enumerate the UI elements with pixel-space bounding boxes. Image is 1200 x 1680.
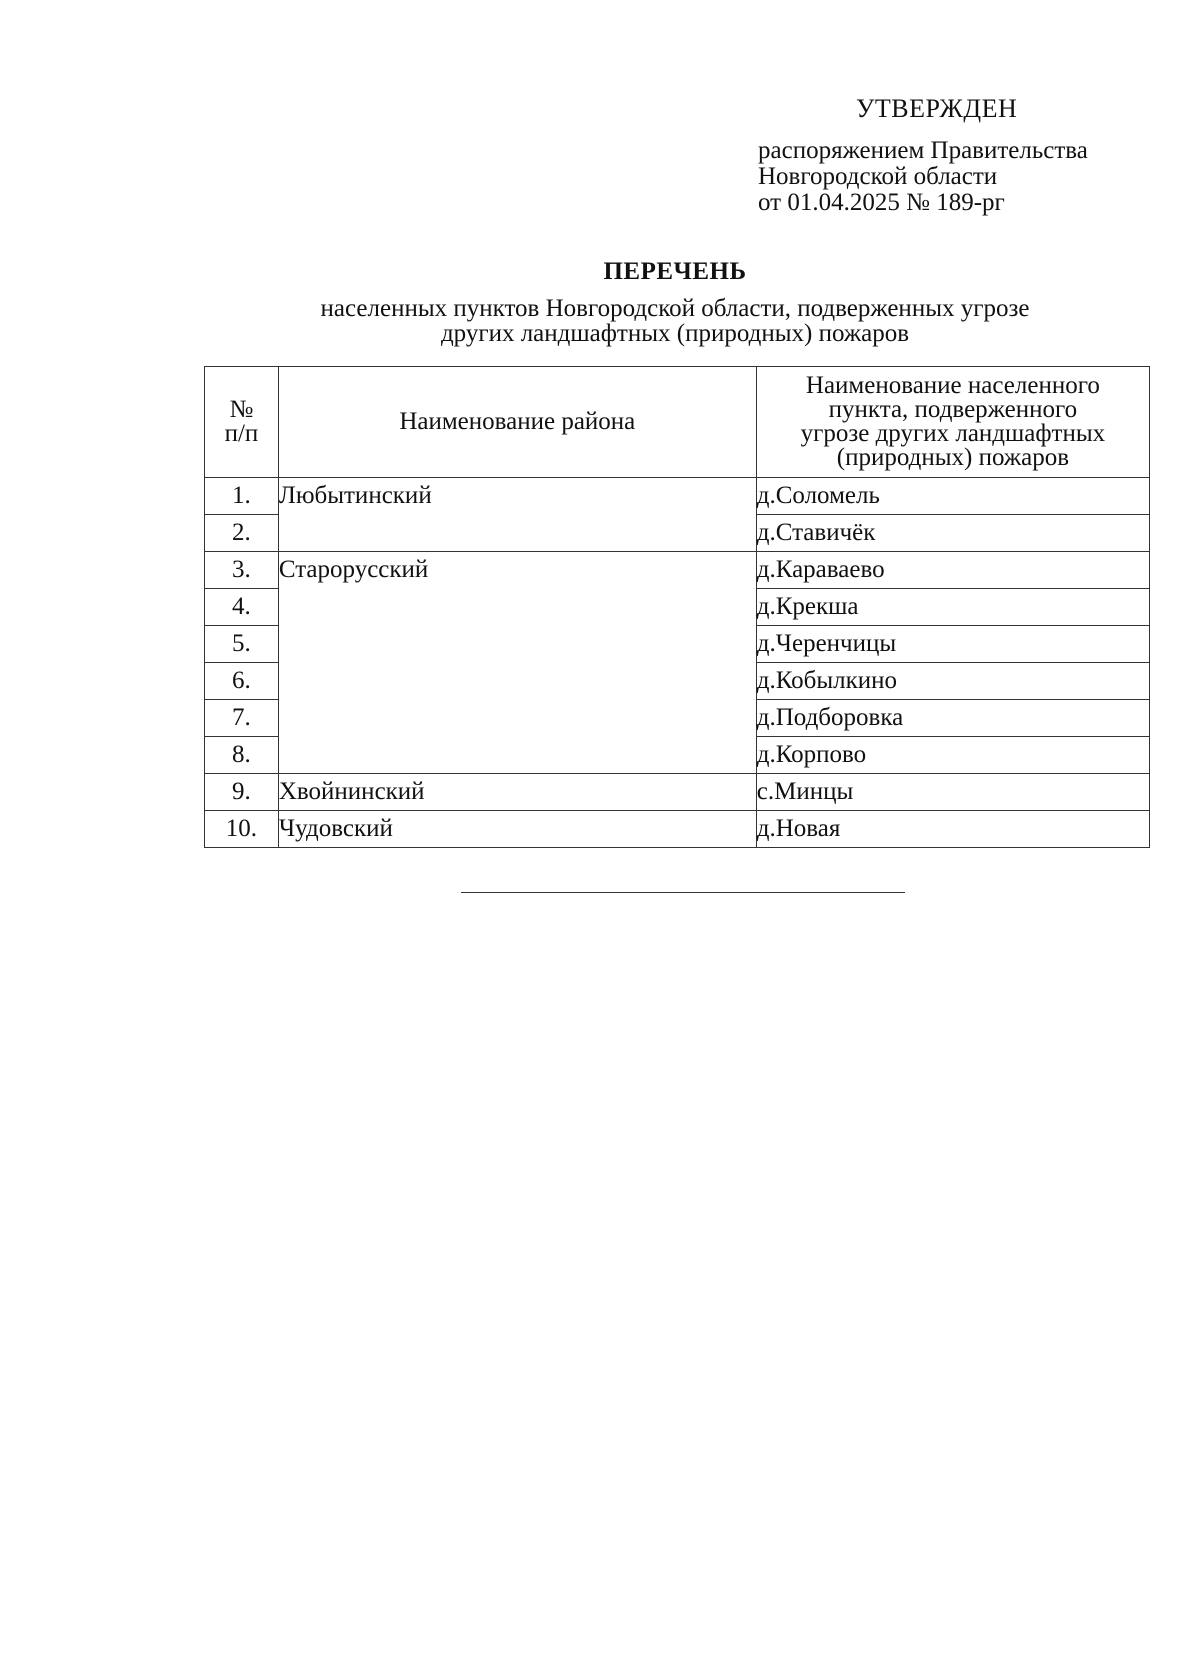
subtitle-line: населенных пунктов Новгородской области, подверженных угрозе [320,295,1030,322]
header-number-line: № [229,396,254,423]
approval-line: от 01.04.2025 № 189-рг [758,189,1005,216]
document-title: ПЕРЕЧЕНЬ [603,258,747,285]
document-heading [200,258,1150,346]
row-number: 6. [205,663,279,700]
row-number: 1. [205,478,279,515]
header-settlement-line: угрозе других ландшафтных [800,420,1106,447]
settlement-name: д.Соломель [756,478,1149,515]
district-name: Любытинский [278,478,756,552]
subtitle-line: других ландшафтных (природных) пожаров [440,320,910,347]
header-settlement [756,367,1149,478]
settlement-name: д.Кобылкино [756,663,1149,700]
row-number: 4. [205,589,279,626]
settlement-name: д.Ставичёк [756,515,1149,552]
table-row [205,552,1150,589]
header-settlement-line: (природных) пожаров [836,444,1070,471]
settlement-name: д.Черенчицы [756,626,1149,663]
row-number: 3. [205,552,279,589]
district-name: Чудовский [278,811,756,848]
header-settlement-line: пункта, подверженного [828,396,1078,423]
row-number: 10. [205,811,279,848]
row-number: 9. [205,774,279,811]
document-subtitle [200,296,1150,346]
approval-status: УТВЕРЖДЕН [856,94,1018,123]
district-name: Хвойнинский [278,774,756,811]
approval-line: Новгородской области [758,163,998,190]
header-district: Наименование района [278,367,756,478]
header-settlement-line: Наименование населенного [805,372,1100,399]
table-row [205,774,1150,811]
closing-rule [461,892,905,893]
row-number: 5. [205,626,279,663]
settlement-name: д.Крекша [756,589,1149,626]
header-number-line: п/п [224,420,259,447]
settlement-name: д.Караваево [756,552,1149,589]
settlement-name: д.Новая [756,811,1149,848]
settlements-table [204,366,1150,848]
row-number: 7. [205,700,279,737]
approval-stamp [758,96,1088,216]
district-name: Старорусский [278,552,756,774]
approval-line: распоряжением Правительства [758,137,1088,164]
settlement-name: д.Подборовка [756,700,1149,737]
table-header-row [205,367,1150,478]
row-number: 2. [205,515,279,552]
table-row [205,811,1150,848]
header-number [205,367,279,478]
table-row [205,478,1150,515]
row-number: 8. [205,737,279,774]
settlement-name: с.Минцы [756,774,1149,811]
settlement-name: д.Корпово [756,737,1149,774]
